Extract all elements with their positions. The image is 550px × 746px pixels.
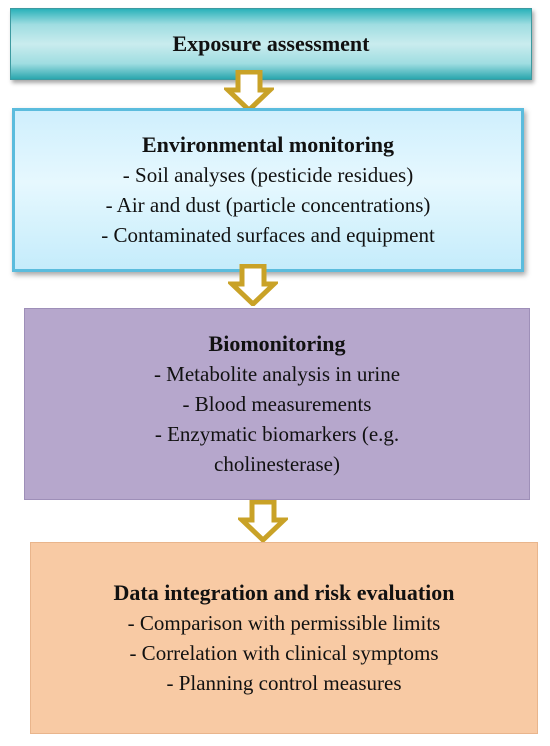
data-integration-title: Data integration and risk evaluation	[113, 580, 455, 605]
integration-item: - Correlation with clinical symptoms	[129, 641, 439, 665]
environmental-item: - Air and dust (particle concentrations)	[105, 193, 431, 217]
exposure-assessment-title: Exposure assessment	[172, 31, 370, 56]
biomonitoring-title: Biomonitoring	[208, 331, 346, 356]
down-arrow-icon	[228, 264, 278, 306]
environmental-item: - Soil analyses (pesticide residues)	[122, 163, 414, 187]
environmental-monitoring-box	[12, 108, 524, 272]
biomonitoring-box	[24, 308, 530, 500]
integration-item: - Planning control measures	[166, 671, 402, 695]
integration-item: - Comparison with permissible limits	[127, 611, 441, 635]
biomonitoring-item: - Blood measurements	[182, 392, 372, 416]
down-arrow-icon	[224, 70, 274, 112]
environmental-item: - Contaminated surfaces and equipment	[101, 223, 435, 247]
biomonitoring-item: - Enzymatic biomarkers (e.g.	[154, 422, 400, 446]
environmental-monitoring-title: Environmental monitoring	[141, 132, 394, 157]
biomonitoring-item: cholinesterase)	[214, 452, 340, 476]
down-arrow-icon	[238, 500, 288, 542]
data-integration-box	[30, 542, 538, 734]
biomonitoring-item: - Metabolite analysis in urine	[153, 362, 401, 386]
